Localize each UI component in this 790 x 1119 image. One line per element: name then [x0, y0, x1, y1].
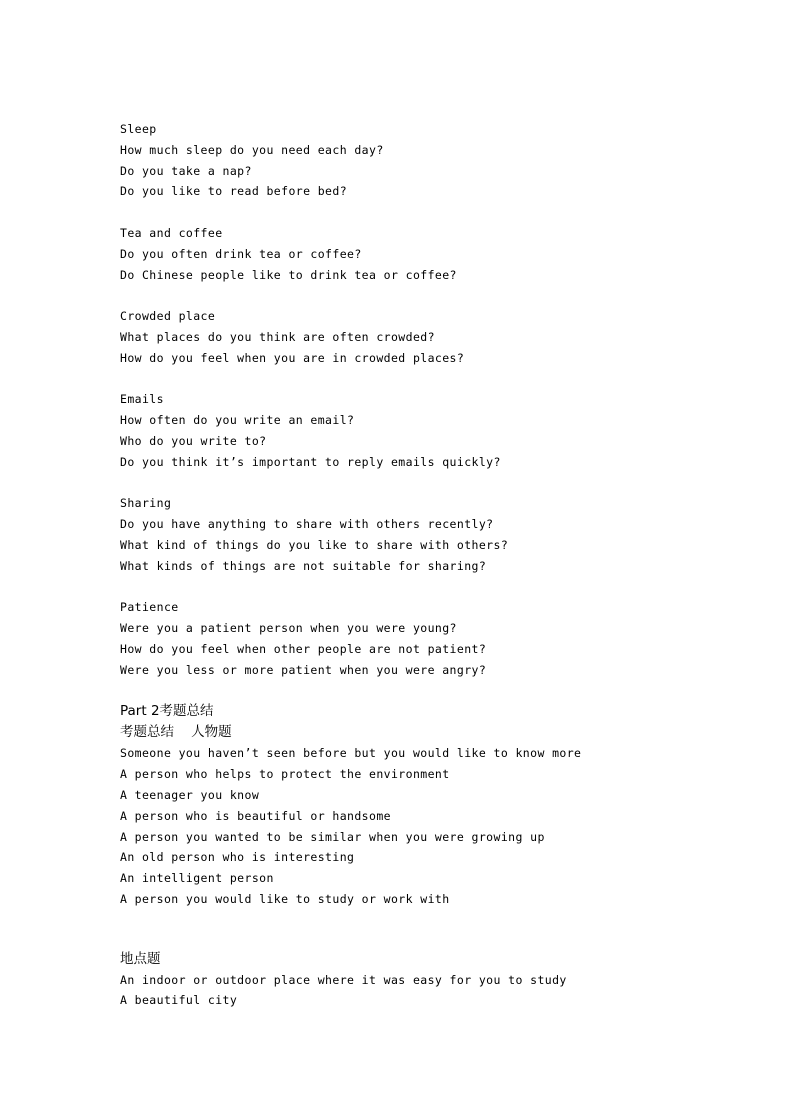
section-title: Sleep: [120, 122, 157, 136]
places-topic-heading: 地点题: [120, 950, 161, 967]
topic-item: An old person who is interesting: [120, 850, 355, 865]
section-part2: [120, 701, 760, 909]
section-patience: [120, 597, 760, 680]
question: How do you feel when you are in crowded places?: [120, 350, 465, 365]
question: Do Chinese people like to drink tea or coffee?: [120, 267, 457, 282]
question: What kinds of things are not suitable for sharing?: [120, 558, 487, 573]
question: What places do you think are often crowded?: [120, 329, 435, 344]
question: How much sleep do you need each day?: [120, 142, 384, 157]
question: What kind of things do you like to share with others?: [120, 537, 509, 552]
topic-item: An indoor or outdoor place where it was easy for you to study: [120, 972, 567, 987]
question: Were you less or more patient when you were angry?: [120, 662, 487, 677]
section-places: [120, 949, 760, 1012]
section-emails: [120, 389, 760, 472]
spacer: [120, 202, 760, 223]
question: How do you feel when other people are not patient?: [120, 641, 487, 656]
spacer: [120, 910, 760, 949]
section-sleep: [120, 119, 760, 202]
spacer: [120, 577, 760, 598]
section-title: Emails: [120, 392, 164, 407]
section-title: Sharing: [120, 496, 172, 511]
spacer: [120, 369, 760, 390]
topic-item: A person who helps to protect the environment: [120, 767, 450, 782]
people-topic-heading: 考题总结 人物题: [120, 724, 232, 741]
spacer: [120, 473, 760, 494]
question: Do you like to read before bed?: [120, 184, 348, 199]
question: Do you have anything to share with others recently?: [120, 517, 494, 532]
spacer: [120, 285, 760, 306]
topic-item: A beautiful city: [120, 993, 238, 1008]
question: How often do you write an email?: [120, 413, 355, 428]
question: Do you take a nap?: [120, 163, 252, 178]
topic-item: Someone you haven’t seen before but you would like to know more: [120, 746, 582, 761]
document-page: [120, 119, 760, 1011]
topic-item: A person you wanted to be similar when you were growing up: [120, 829, 545, 844]
section-sharing: [120, 493, 760, 576]
question: Do you often drink tea or coffee?: [120, 246, 362, 261]
section-title: Crowded place: [120, 309, 216, 324]
section-tea-coffee: [120, 223, 760, 285]
topic-item: A teenager you know: [120, 787, 260, 802]
topic-item: A person who is beautiful or handsome: [120, 808, 391, 823]
question: Were you a patient person when you were young?: [120, 621, 457, 636]
question: Do you think it’s important to reply emails quickly?: [120, 454, 501, 469]
section-title: Tea and coffee: [120, 225, 223, 240]
spacer: [120, 681, 760, 702]
section-title: Patience: [120, 600, 179, 615]
section-crowded-place: [120, 306, 760, 368]
topic-item: A person you would like to study or work with: [120, 891, 450, 906]
part2-heading: Part 2考题总结: [120, 703, 214, 720]
question: Who do you write to?: [120, 433, 267, 448]
topic-item: An intelligent person: [120, 871, 274, 886]
